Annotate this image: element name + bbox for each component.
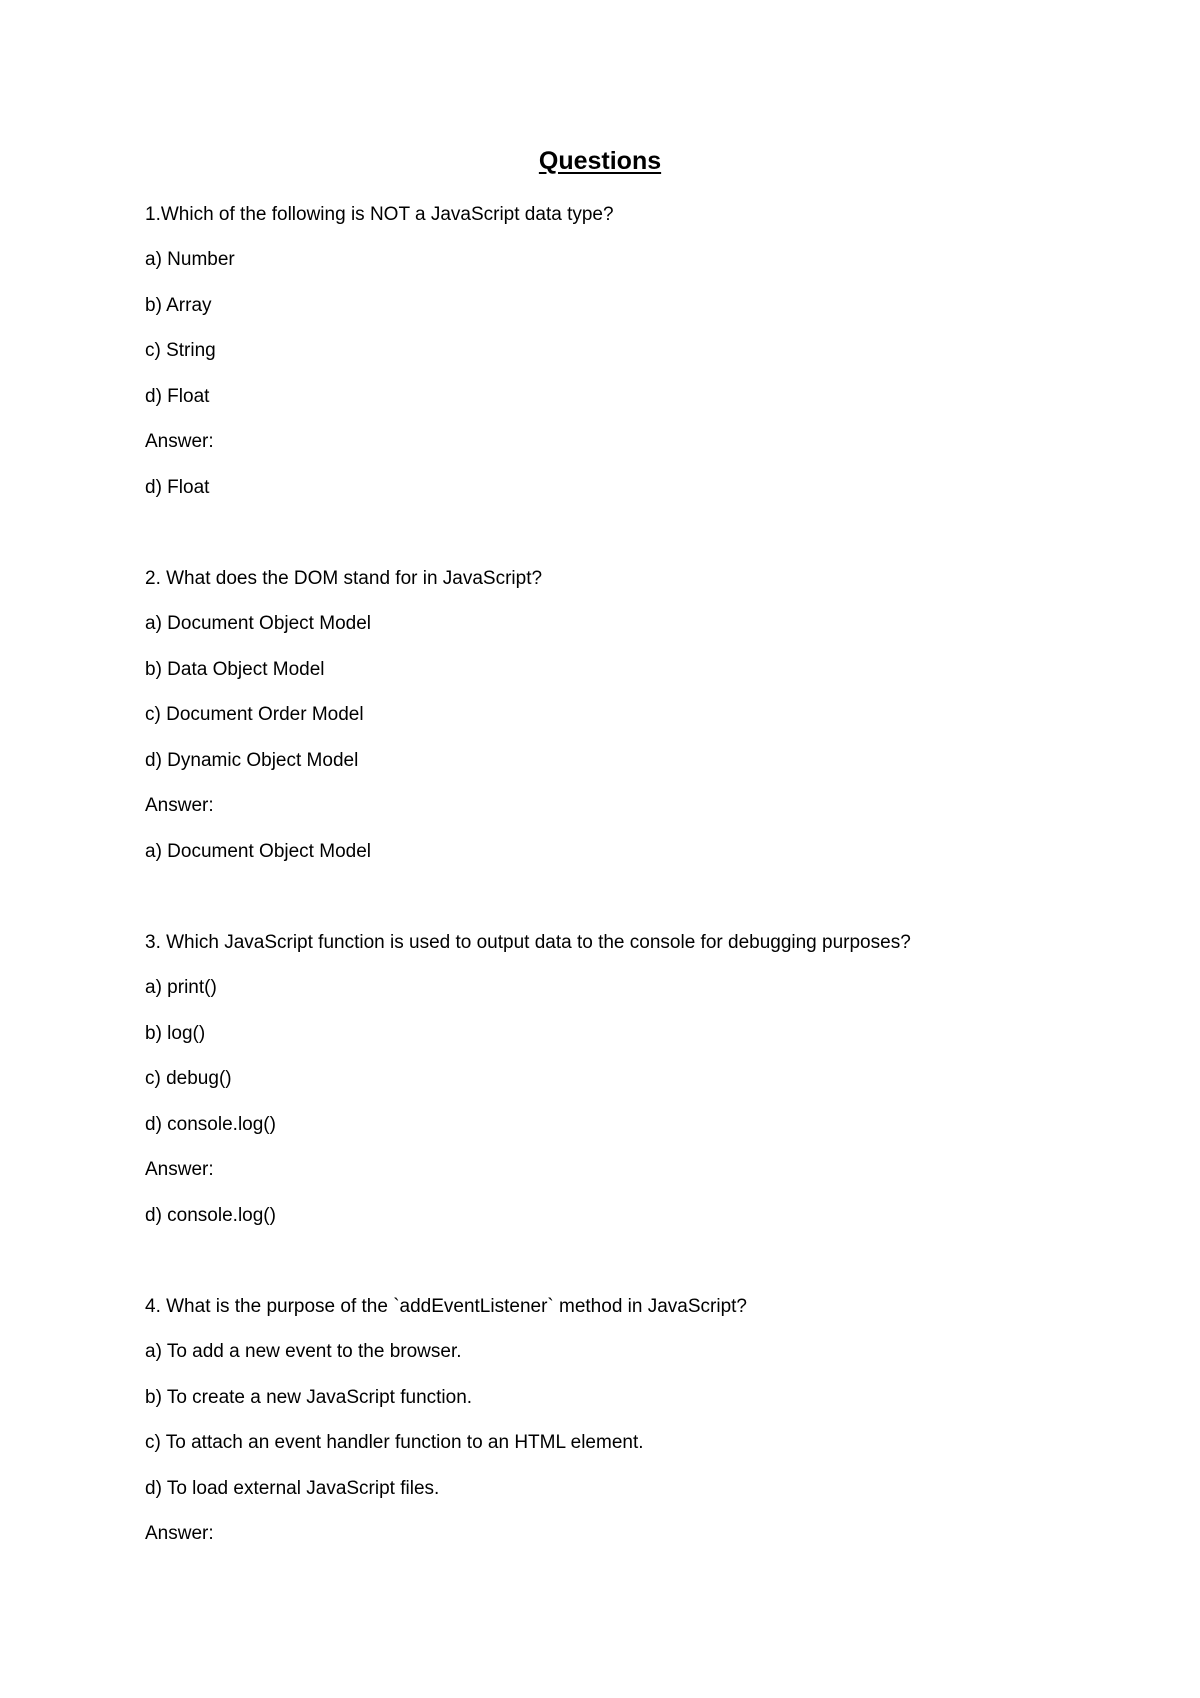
question-1-answer: d) Float [145,477,210,498]
question-3-answer: d) console.log() [145,1205,276,1226]
question-3-option-b: b) log() [145,1023,206,1044]
question-1-option-b: b) Array [145,295,212,316]
question-2-answer-label: Answer: [145,795,214,816]
question-2-option-c: c) Document Order Model [145,704,364,725]
question-4-option-d: d) To load external JavaScript files. [145,1478,440,1499]
question-3-option-a: a) print() [145,977,217,998]
question-4-option-a: a) To add a new event to the browser. [145,1341,462,1362]
page-title: Questions [538,147,662,175]
question-1-answer-label: Answer: [145,431,214,452]
question-3-text: 3. Which JavaScript function is used to output data to the console for debugging purposes? [145,932,911,953]
question-2-option-a: a) Document Object Model [145,613,371,634]
question-2-text: 2. What does the DOM stand for in JavaScript? [145,568,543,589]
question-1-option-c: c) String [145,340,216,361]
question-3-option-c: c) debug() [145,1068,232,1089]
question-4-option-b: b) To create a new JavaScript function. [145,1387,473,1408]
question-4-answer-label: Answer: [145,1523,214,1544]
question-1-text: 1.Which of the following is NOT a JavaScript data type? [145,204,614,225]
question-4-option-c: c) To attach an event handler function to an HTML element. [145,1432,644,1453]
question-2-option-d: d) Dynamic Object Model [145,750,359,771]
question-3-option-d: d) console.log() [145,1114,276,1135]
question-2-option-b: b) Data Object Model [145,659,325,680]
question-1-option-d: d) Float [145,386,210,407]
question-2-answer: a) Document Object Model [145,841,371,862]
question-1-option-a: a) Number [145,249,235,270]
question-3-answer-label: Answer: [145,1159,214,1180]
question-4-text: 4. What is the purpose of the `addEventListener` method in JavaScript? [145,1296,747,1317]
